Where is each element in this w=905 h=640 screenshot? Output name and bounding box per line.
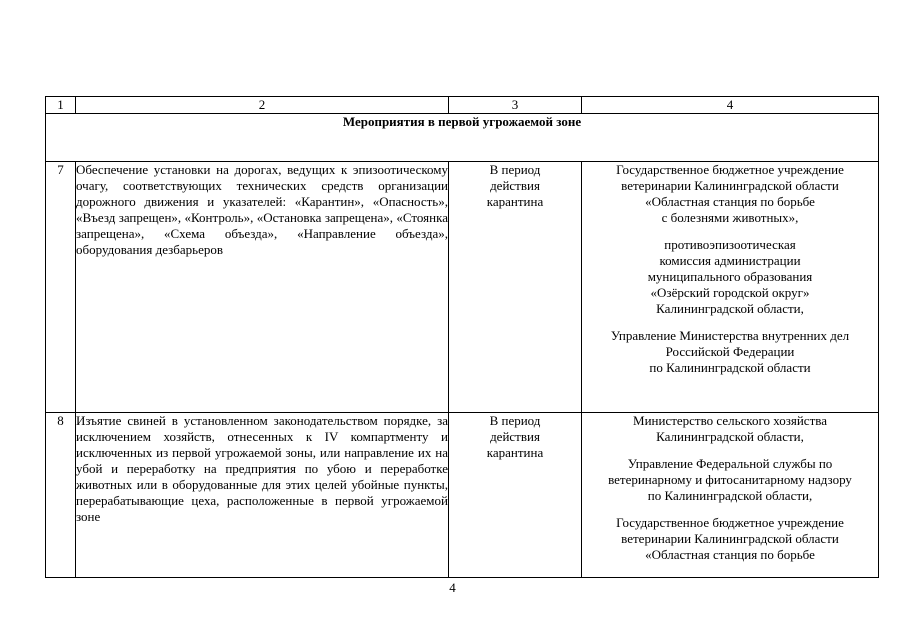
executor-block — [582, 162, 878, 226]
page-number: 4 — [449, 580, 456, 595]
executor-block — [582, 237, 878, 317]
description-text: Изъятие свиней в установленном законодательством порядке, за исключением хозяйств, отнесенных к IV компартменту и исключенных из первой угрожаемой зоны, или направление их на убой и переработку на предприятия по убою и переработке животных или в оборудованные для этих целей убойные пункты, перерабатывающие цеха, расположенные в первой угрожаемой зоне — [76, 413, 448, 524]
executor-block — [582, 328, 878, 376]
row-number: 8 — [46, 413, 76, 578]
executor-line: «Областная станция по борьбе — [645, 547, 815, 562]
executor-line: ветеринарии Калининградской области — [621, 531, 839, 546]
table-row — [46, 413, 879, 578]
table-row — [46, 162, 879, 413]
measures-table — [45, 96, 879, 578]
executor-block — [582, 515, 878, 563]
period-line: действия — [490, 429, 540, 444]
column-number-1: 1 — [46, 97, 76, 114]
row-description — [76, 162, 449, 413]
column-numbers-row — [46, 97, 879, 114]
executor-line: муниципального образования — [647, 269, 813, 284]
executor-line: с болезнями животных», — [661, 210, 799, 225]
column-number-3: 3 — [449, 97, 582, 114]
period-line: действия — [490, 178, 540, 193]
executor-block — [582, 456, 878, 504]
executor-line: Управление Министерства внутренних дел — [610, 328, 850, 343]
period-line: карантина — [486, 445, 544, 460]
row-description — [76, 413, 449, 578]
description-text: Обеспечение установки на дорогах, ведущих к эпизоотическому очагу, соответствующих технических средств организации дорожного движения и указателей: «Карантин», «Опасность», «Въезд запрещен», «Контроль», «Остановка запрещена», «Стоянка запрещена», «Схема объезда», «Направление объезда», оборудования дезбарьеров — [76, 162, 448, 257]
section-title: Мероприятия в первой угрожаемой зоне — [46, 114, 879, 162]
row-period — [449, 413, 582, 578]
executor-line: Государственное бюджетное учреждение — [616, 515, 844, 530]
executor-line: Министерство сельского хозяйства — [633, 413, 827, 428]
executor-line: Калининградской области, — [656, 301, 804, 316]
executor-line: ветеринарному и фитосанитарному надзору — [608, 472, 852, 487]
executor-line: противоэпизоотическая — [664, 237, 796, 252]
executor-line: комиссия администрации — [659, 253, 801, 268]
executor-line: Российской Федерации — [665, 344, 795, 359]
column-number-4: 4 — [582, 97, 879, 114]
executor-line: Государственное бюджетное учреждение — [616, 162, 844, 177]
row-executors — [582, 162, 879, 413]
row-executors — [582, 413, 879, 578]
column-number-2: 2 — [76, 97, 449, 114]
executor-line: по Калининградской области, — [647, 488, 813, 503]
executor-line: ветеринарии Калининградской области — [621, 178, 839, 193]
section-row — [46, 114, 879, 162]
period-line: карантина — [486, 194, 544, 209]
row-number: 7 — [46, 162, 76, 413]
executor-line: по Калининградской области — [649, 360, 811, 375]
period-line: В период — [489, 413, 541, 428]
period-line: В период — [489, 162, 541, 177]
executor-line: «Озёрский городской округ» — [650, 285, 810, 300]
executor-line: Калининградской области, — [656, 429, 804, 444]
executor-line: «Областная станция по борьбе — [645, 194, 815, 209]
executor-line: Управление Федеральной службы по — [627, 456, 833, 471]
executor-block — [582, 413, 878, 445]
row-period — [449, 162, 582, 413]
